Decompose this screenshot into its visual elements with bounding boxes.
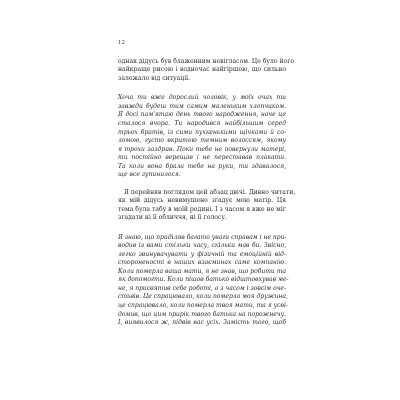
quote-line: ще все зупинилося. xyxy=(118,171,181,179)
quote-line: це спрацювало, коли померла твоя мати, та я усві- xyxy=(118,302,288,310)
paragraph-1 xyxy=(118,58,295,83)
quote-line: І, виявилося ж, підвів вас усіх. Замість того, щоб xyxy=(118,319,286,327)
quote-line: водив із вами стільки часу, скільки мав би. Звісно, xyxy=(118,242,286,250)
text-line: залежало від ситуації. xyxy=(118,74,191,82)
quote-line: Коли померла ваша мати, я не знав, що робити та xyxy=(118,267,286,275)
text-line: згадати ні її обличчя, ні її голосу. xyxy=(118,214,227,222)
text-line: однак дідусь був блаженним невігласом. Це було його xyxy=(118,58,295,65)
quote-line: легко звинувачувати у фізичній та емоційній від- xyxy=(118,250,286,258)
book-page xyxy=(118,40,296,328)
text-line: Я перейняв поглядом цей абзац двічі. Дивно читати, xyxy=(124,188,296,196)
quote-line: Я досі пам'ятаю день твого народження, наче це xyxy=(118,111,286,119)
quote-line: Та коли вона брала тебе на руки, ти здавалося, xyxy=(118,162,286,170)
quote-line: стьвів. Це спрацювало, коли померла моя дружина, xyxy=(118,293,288,301)
quote-line: Я знаю, що приділяв багато уваги справам і не при- xyxy=(118,233,287,241)
page-number: 12 xyxy=(118,40,125,46)
text-line: найкраще рисою і водночас найгіршою, що сильно xyxy=(118,66,286,74)
letter-quote-2 xyxy=(118,233,289,328)
text-line: як мій дідусь невимушено згадує мою матір. Ця xyxy=(118,197,286,205)
quote-line: я трохи заздрив. Поки тебе не повернули матері, xyxy=(118,145,286,153)
quote-line: ти постійно верещав і не переставав плакати. xyxy=(118,154,286,162)
quote-line: сталося вчора. Ти народився найбільшим серед xyxy=(118,120,286,127)
quote-line: як допомогти. Коли пішов батько відштовхував ме- xyxy=(118,276,289,284)
quote-line: трьох братів, із сими пухкенькими щічками й со- xyxy=(118,128,286,136)
letter-quote-1 xyxy=(118,94,286,179)
text-line: тема була табу в моїй родині. І з часом я вже не міг xyxy=(118,205,287,213)
quote-line: завжди будеш тим самим маленьким хлопчиком. xyxy=(118,102,286,110)
quote-line: Хоча ти вже дорослий чоловік, у моїх очах ти xyxy=(118,94,286,102)
quote-line: ломою, густо вкритою темним волоссям, якому xyxy=(118,137,286,145)
quote-line: не, я присвятив себе роботі, а з часом і зовсім оче- xyxy=(118,284,286,292)
quote-line: стороненості в наших взаєминах саме компанію. xyxy=(118,259,286,267)
quote-line: домив, що цим прирік твого батька на порожнечу. xyxy=(118,310,286,318)
paragraph-2 xyxy=(118,188,296,223)
